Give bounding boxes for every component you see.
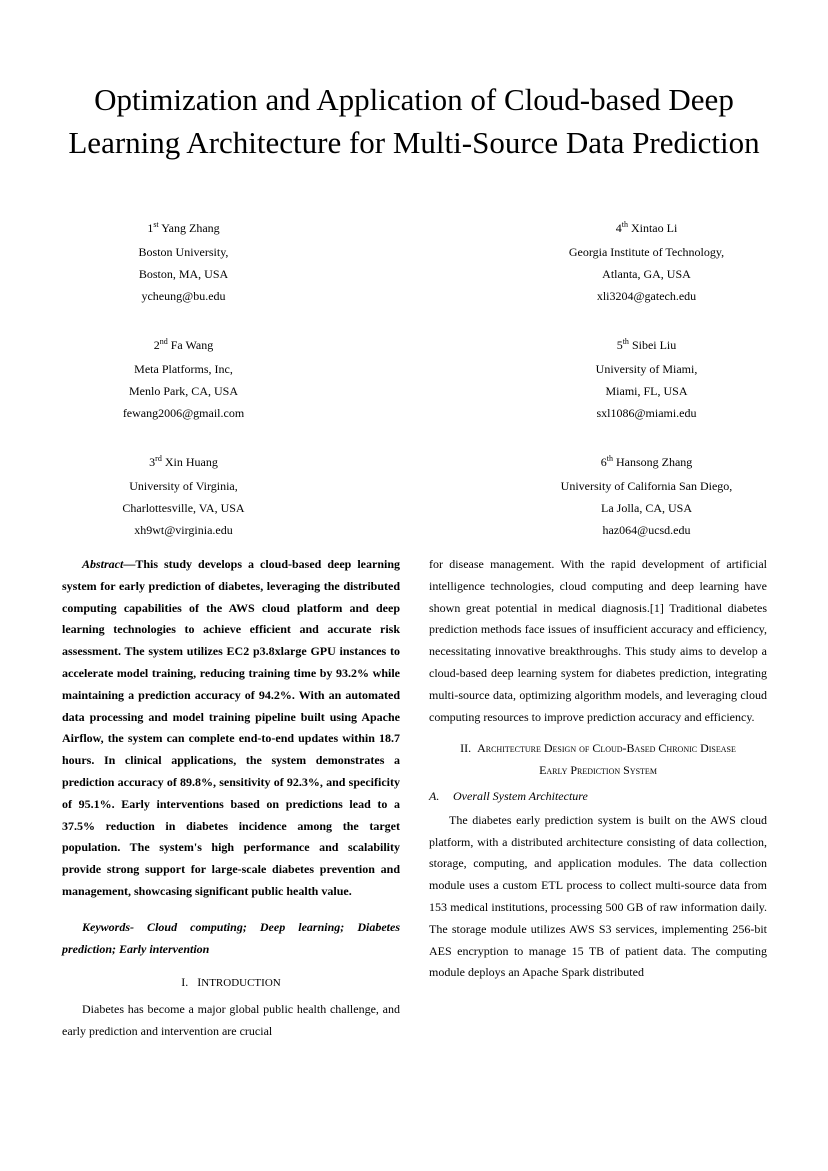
author-block (62, 214, 415, 307)
author-ordinal: 6 (600, 455, 607, 469)
section-number: II. (460, 741, 472, 756)
subsection-number: A. (429, 788, 440, 803)
author-name (525, 214, 768, 239)
section-heading-text: Architecture Design of Cloud-Based Chronic Disease Early Prediction System (477, 741, 736, 778)
section-number: I. (181, 975, 189, 990)
introduction-paragraph-continued: for disease management. With the rapid development of artificial intelligence technologies, cloud computing and deep learning have shown great potential in medical diagnosis.[1] Traditional diabetes prediction methods face issues of insufficient accuracy and efficiency, necessitating innovative breakthroughs. This study aims to develop a cloud-based deep learning system for diabetes prediction, integrating multi-source data, optimizing algorithm models, and leveraging cloud computing resources to improve prediction accuracy and efficiency. (429, 557, 767, 724)
author-ordinal: 4 (615, 221, 622, 235)
author-email: fewang2006@gmail.com (122, 406, 245, 420)
author-location: Atlanta, GA, USA (602, 267, 691, 281)
author-name (525, 331, 768, 356)
author-affiliation: Boston University, (138, 245, 229, 259)
author-location: Menlo Park, CA, USA (128, 384, 238, 398)
abstract-dash: — (123, 557, 136, 571)
author-ordinal: 2 (153, 338, 160, 352)
author-block (62, 331, 415, 424)
author-ordinal: 5 (616, 338, 623, 352)
section-heading-initial: I (197, 975, 202, 990)
author-name (62, 448, 305, 473)
keywords: Keywords- Cloud computing; Deep learning; Diabetes prediction; Early intervention (62, 919, 400, 956)
author-email: xh9wt@virginia.edu (134, 523, 233, 537)
author-grid (62, 214, 768, 541)
author-email: ycheung@bu.edu (141, 289, 226, 303)
author-block (415, 448, 768, 541)
author-location: Boston, MA, USA (138, 267, 229, 281)
author-affiliation: Georgia Institute of Technology, (568, 245, 725, 259)
author-ordinal-suffix: rd (155, 454, 162, 463)
author-block (415, 214, 768, 307)
introduction-paragraph: Diabetes has become a major global public health challenge, and early prediction and intervention are crucial (62, 1002, 400, 1038)
abstract-text: This study develops a cloud-based deep learning system for early prediction of diabetes, leveraging the distributed computing capabilities of the AWS cloud platform and deep learning technologies to achieve efficient and accurate risk assessment. The system utilizes EC2 p3.8xlarge GPU instances to accelerate model training, reducing training time by 93.2% while maintaining a prediction accuracy of 94.2%. With an automated data processing and model training pipeline built using Apache Airflow, the system can complete end-to-end updates within 18.7 hours. In clinical applications, the system demonstrates a prediction accuracy of 89.8%, sensitivity of 92.3%, and specificity of 95.1%. Early interventions based on predictions lead to a 37.5% reduction in diabetes incidence among the target population. The system's high performance and scalability provide strong support for large-scale diabetes prevention and management, showcasing significant public health value. (62, 557, 400, 898)
subsection-heading (429, 786, 767, 808)
author-location: Miami, FL, USA (605, 384, 688, 398)
abstract-label: Abstract (82, 557, 124, 571)
author-name-text: Yang Zhang (161, 221, 220, 235)
author-ordinal-suffix: th (622, 337, 629, 346)
author-name-text: Xin Huang (164, 455, 218, 469)
author-ordinal: 1 (147, 221, 154, 235)
author-ordinal-suffix: st (153, 220, 159, 229)
author-ordinal-suffix: nd (159, 337, 168, 346)
author-name (62, 214, 305, 239)
author-affiliation: University of Miami, (595, 362, 698, 376)
author-name-text: Sibei Liu (631, 338, 677, 352)
author-location: La Jolla, CA, USA (601, 501, 692, 515)
paper-title: Optimization and Application of Cloud-based Deep Learning Architecture for Multi-Source Data Prediction (68, 82, 760, 160)
section-heading-architecture (429, 738, 767, 782)
author-ordinal-suffix: th (621, 220, 628, 229)
author-email: haz064@ucsd.edu (602, 523, 691, 537)
author-location: Charlottesville, VA, USA (122, 501, 245, 515)
author-name (525, 448, 768, 473)
section-heading-introduction (62, 972, 400, 995)
author-name-text: Xintao Li (630, 221, 678, 235)
author-email: sxl1086@miami.edu (596, 406, 697, 420)
abstract (62, 554, 400, 903)
right-column (429, 554, 767, 984)
architecture-paragraph: The diabetes early prediction system is built on the AWS cloud platform, with a distributed architecture consisting of data collection, storage, computing, and application modules. The data collection module uses a custom ETL process to collect multi-source data from 153 medical institutions, processing 500 GB of raw information daily. The storage module utilizes AWS S3 services, implementing 256-bit AES encryption to manage 15 TB of patient data. The computing module deploys an Apache Spark distributed (429, 812, 767, 980)
section-heading-rest: NTRODUCTION (201, 977, 281, 990)
author-name-text: Fa Wang (170, 338, 214, 352)
author-name (62, 331, 305, 356)
author-affiliation: University of California San Diego, (560, 479, 733, 493)
author-affiliation: University of Virginia, (129, 479, 238, 493)
left-column (62, 554, 400, 1043)
author-block (62, 448, 415, 541)
author-ordinal: 3 (149, 455, 156, 469)
author-email: xli3204@gatech.edu (596, 289, 697, 303)
author-affiliation: Meta Platforms, Inc, (134, 362, 233, 376)
author-block (415, 331, 768, 424)
subsection-title: Overall System Architecture (453, 788, 588, 803)
author-name-text: Hansong Zhang (615, 455, 693, 469)
author-ordinal-suffix: th (606, 454, 613, 463)
